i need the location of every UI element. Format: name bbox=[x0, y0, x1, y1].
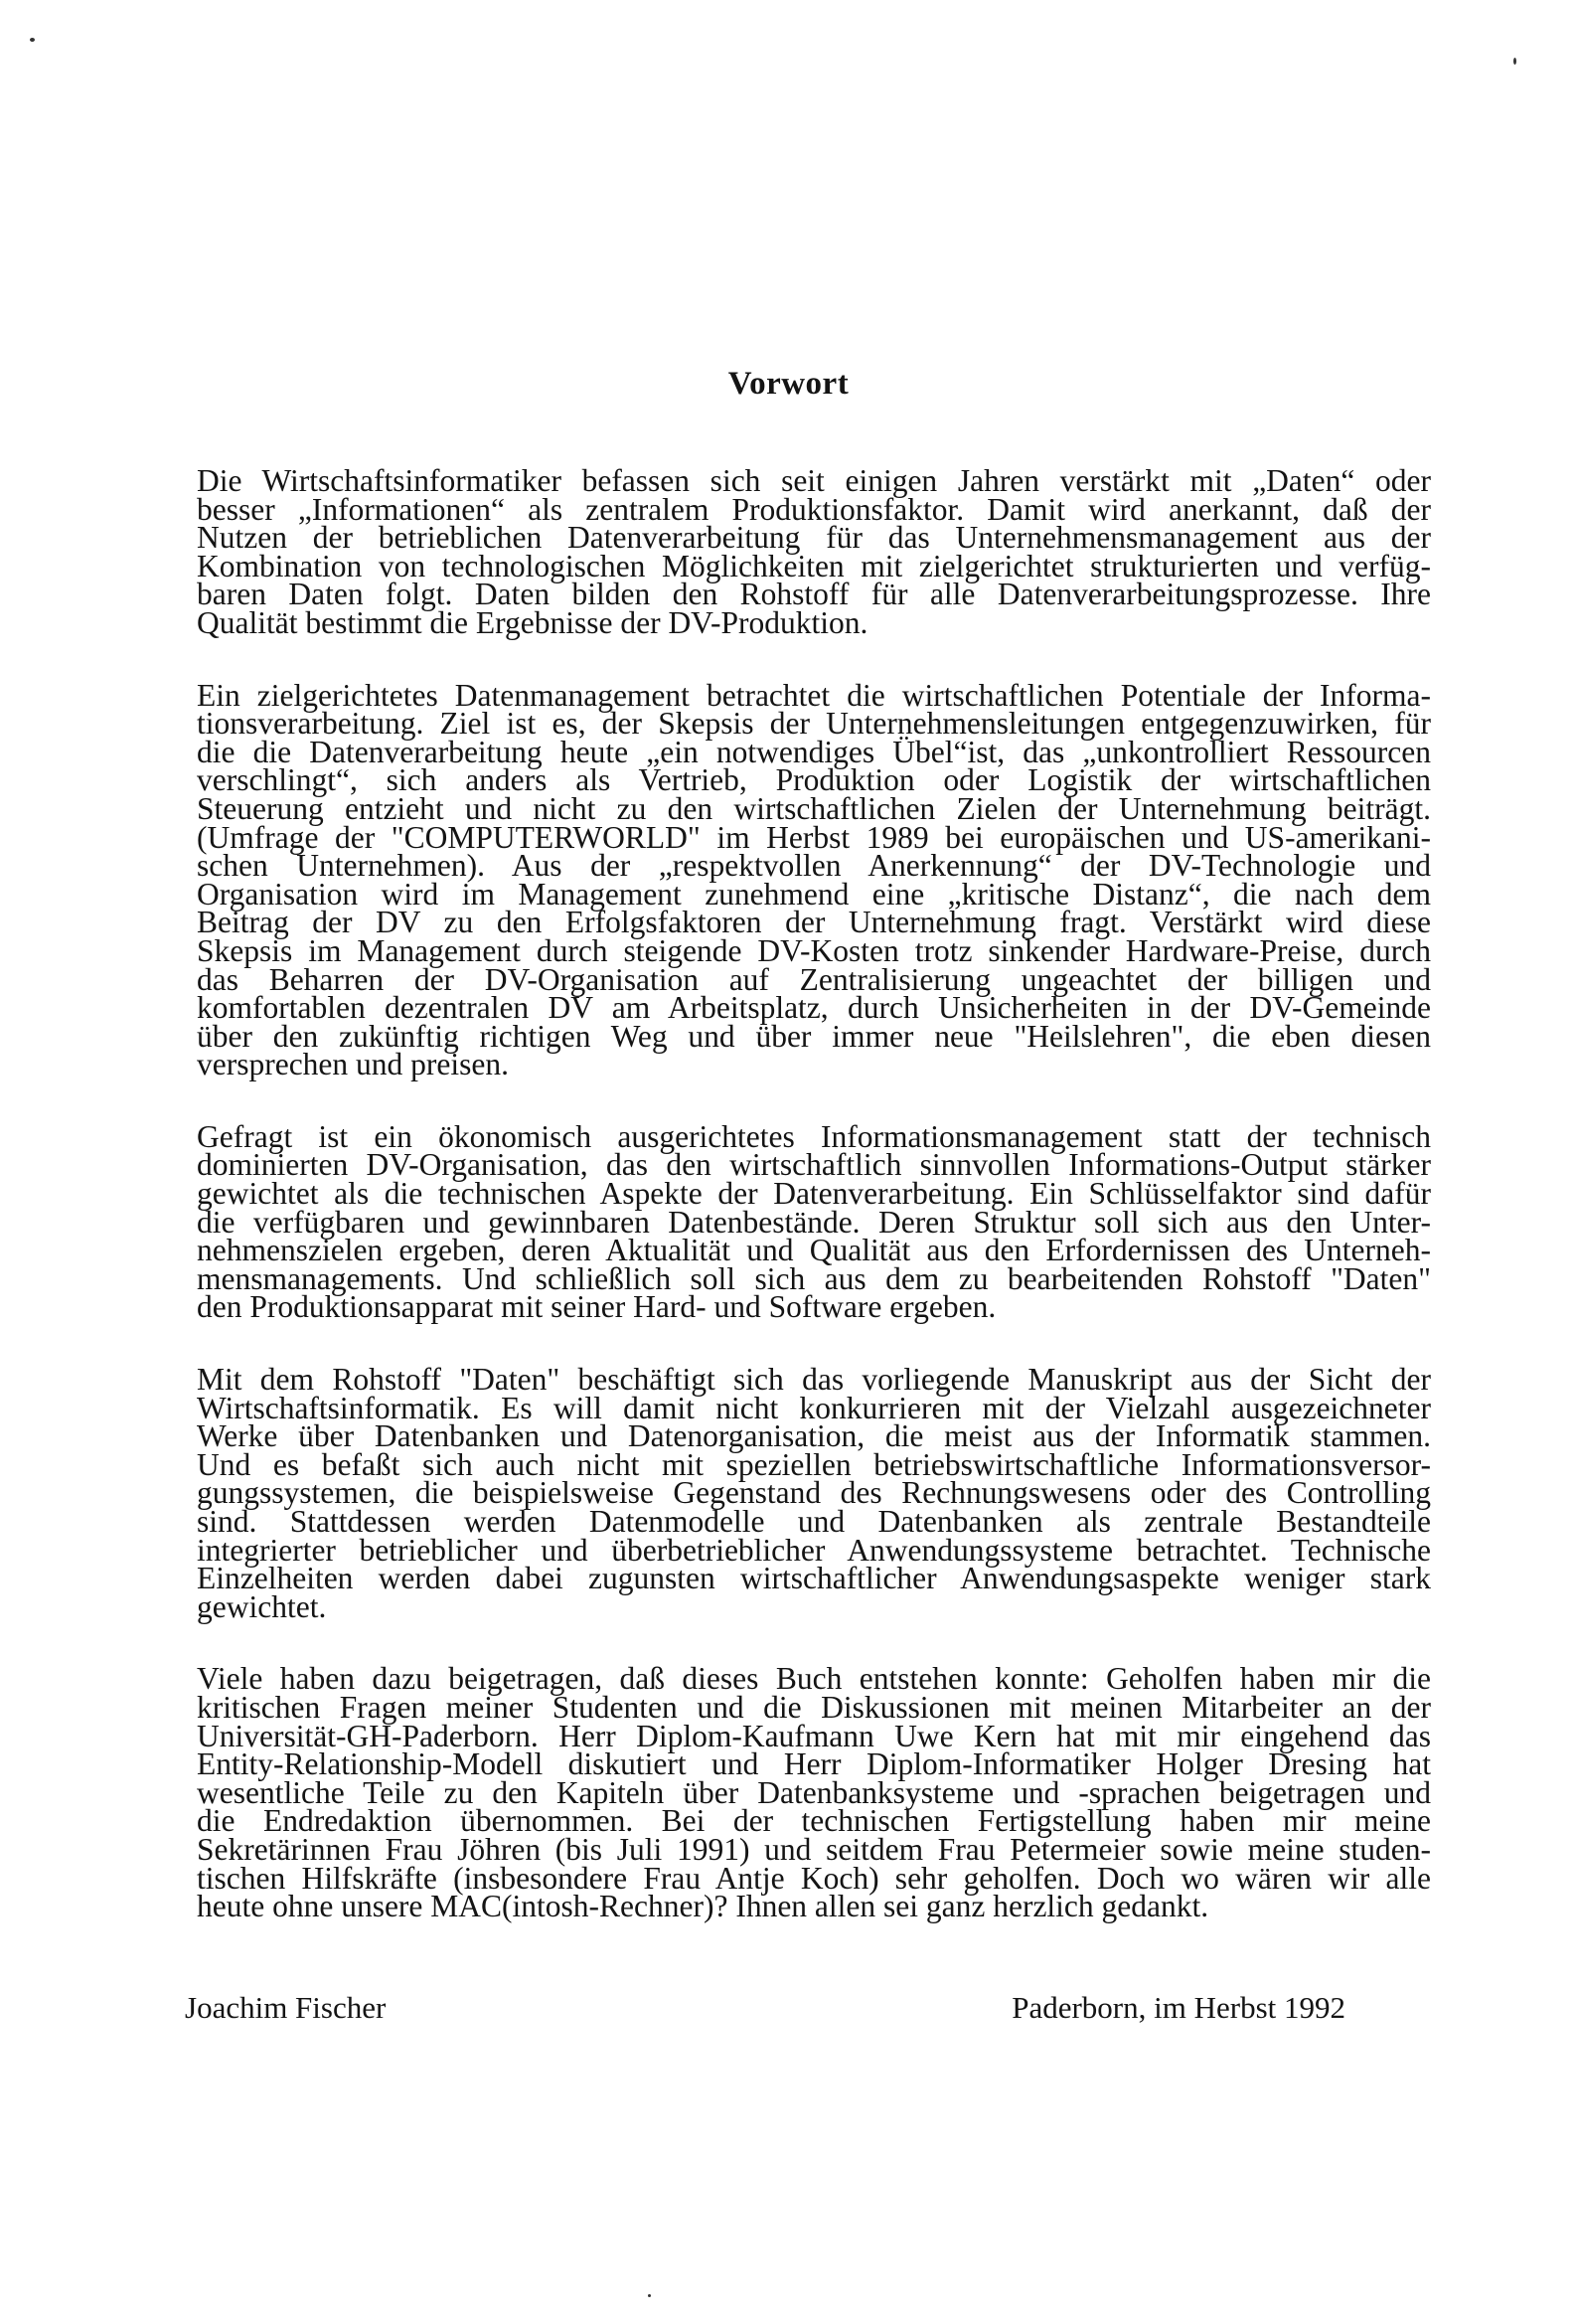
text-line: verschlingt“, sich anders als Vertrieb, Produktion oder Logistik der wirtschaftlichen bbox=[197, 762, 1431, 798]
text-line: tionsverarbeitung. Ziel ist es, der Skepsis der Unternehmensleitungen entgegenzuwirken, für bbox=[197, 706, 1431, 742]
text-line: wesentliche Teile zu den Kapiteln über Datenbanksysteme und -sprachen beigetragen und bbox=[197, 1774, 1431, 1810]
text-line: mensmanagements. Und schließlich soll sich aus dem zu bearbeitenden Rohstoff "Daten" bbox=[197, 1260, 1431, 1296]
text-line: Gefragt ist ein ökonomisch ausgerichtetes Informationsmanagement statt der technisch bbox=[197, 1118, 1431, 1154]
text-line: Mit dem Rohstoff "Daten" beschäftigt sich das vorliegende Manuskript aus der Sicht der bbox=[197, 1362, 1431, 1398]
author-name: Joachim Fischer bbox=[185, 1990, 387, 2025]
body-text bbox=[197, 463, 1431, 1965]
text-line: komfortablen dezentralen DV am Arbeitsplatz, durch Unsicherheiten in der DV-Gemeinde bbox=[197, 990, 1431, 1026]
text-line: Qualität bestimmt die Ergebnisse der DV-Produktion. bbox=[197, 604, 868, 640]
text-line: schen Unternehmen). Aus der „respektvollen Anerkennung“ der DV-Technologie und bbox=[197, 848, 1431, 884]
text-line: Entity-Relationship-Modell diskutiert und Herr Diplom-Informatiker Holger Dresing hat bbox=[197, 1746, 1431, 1782]
text-line: Universität-GH-Paderborn. Herr Diplom-Kaufmann Uwe Kern hat mit mir eingehend das bbox=[197, 1718, 1431, 1753]
text-line: Einzelheiten werden dabei zugunsten wirtschaftlicher Anwendungsaspekte weniger stark bbox=[197, 1561, 1431, 1596]
text-line: kritischen Fragen meiner Studenten und die Diskussionen mit meinen Mitarbeiter an der bbox=[197, 1689, 1431, 1725]
text-line: Und es befaßt sich auch nicht mit speziellen betriebswirtschaftliche Informationsversor- bbox=[197, 1446, 1431, 1482]
text-line: besser „Informationen“ als zentralem Produktionsfaktor. Damit wird anerkannt, daß der bbox=[197, 491, 1431, 527]
text-line: versprechen und preisen. bbox=[197, 1047, 510, 1082]
scan-speck bbox=[648, 2294, 651, 2297]
text-line: gewichtet als die technischen Aspekte der Datenverarbeitung. Ein Schlüsselfaktor sind dafür bbox=[197, 1176, 1431, 1212]
text-line: Ein zielgerichtetes Datenmanagement betrachtet die wirtschaftlichen Potentiale der Informa- bbox=[197, 677, 1431, 713]
text-line: Viele haben dazu beigetragen, daß dieses Buch entstehen konnte: Geholfen haben mir die bbox=[197, 1661, 1431, 1697]
text-line: Werke über Datenbanken und Datenorganisation, die meist aus der Informatik stammen. bbox=[197, 1418, 1431, 1454]
paragraph bbox=[197, 1661, 1431, 1924]
paragraph bbox=[197, 1362, 1431, 1624]
paragraph bbox=[197, 463, 1431, 640]
text-line: Sekretärinnen Frau Jöhren (bis Juli 1991) und seitdem Frau Petermeier sowie meine studen- bbox=[197, 1831, 1431, 1867]
place-date: Paderborn, im Herbst 1992 bbox=[1012, 1990, 1345, 2025]
text-line: Beitrag der DV zu den Erfolgsfaktoren der Unternehmung fragt. Verstärkt wird diese bbox=[197, 905, 1431, 940]
paragraph bbox=[197, 677, 1431, 1082]
text-line: baren Daten folgt. Daten bilden den Rohstoff für alle Datenverarbeitungsprozesse. Ihre bbox=[197, 577, 1431, 612]
text-line: dominierten DV-Organisation, das den wirtschaftlich sinnvollen Informations-Output stärker bbox=[197, 1147, 1431, 1183]
text-line: Skepsis im Management durch steigende DV-Kosten trotz sinkender Hardware-Preise, durch bbox=[197, 932, 1431, 968]
text-line: die Endredaktion übernommen. Bei der technischen Fertigstellung haben mir meine bbox=[197, 1803, 1431, 1839]
text-line: die die Datenverarbeitung heute „ein notwendiges Übel“ist, das „unkontrolliert Ressourcen bbox=[197, 734, 1431, 769]
text-line: Wirtschaftsinformatik. Es will damit nicht konkurrieren mit der Vielzahl ausgezeichneter bbox=[197, 1390, 1431, 1425]
text-line: nehmenszielen ergeben, deren Aktualität und Qualität aus den Erfordernissen des Unterneh- bbox=[197, 1233, 1431, 1268]
text-line: Organisation wird im Management zunehmend eine „kritische Distanz“, die nach dem bbox=[197, 876, 1431, 912]
text-line: gungssystemen, die beispielsweise Gegenstand des Rechnungswesens oder des Controlling bbox=[197, 1475, 1431, 1511]
text-line: sind. Stattdessen werden Datenmodelle und Datenbanken als zentrale Bestandteile bbox=[197, 1504, 1431, 1539]
signature-row bbox=[185, 1990, 1345, 2026]
text-line: Kombination von technologischen Möglichkeiten mit zielgerichtet strukturierten und verfüg- bbox=[197, 548, 1431, 583]
text-line: Die Wirtschaftsinformatiker befassen sich seit einigen Jahren verstärkt mit „Daten“ oder bbox=[197, 463, 1431, 498]
text-line: den Produktionsapparat mit seiner Hard- und Software ergeben. bbox=[197, 1289, 997, 1325]
page-title: Vorwort bbox=[727, 366, 850, 402]
scan-speck bbox=[1513, 58, 1516, 65]
text-line: Steuerung entzieht und nicht zu den wirtschaftlichen Zielen der Unternehmung beiträgt. bbox=[197, 790, 1431, 826]
paragraph bbox=[197, 1118, 1431, 1325]
text-line: heute ohne unsere MAC(intosh-Rechner)? Ihnen allen sei ganz herzlich gedankt. bbox=[197, 1889, 1209, 1924]
text-line: gewichtet. bbox=[197, 1588, 327, 1624]
text-line: über den zukünftig richtigen Weg und über immer neue "Heilslehren", die eben diesen bbox=[197, 1018, 1431, 1054]
text-line: integrierter betrieblicher und überbetrieblicher Anwendungssysteme betrachtet. Technische bbox=[197, 1532, 1431, 1568]
text-line: (Umfrage der "COMPUTERWORLD" im Herbst 1989 bei europäischen und US-amerikani- bbox=[197, 819, 1431, 855]
text-line: das Beharren der DV-Organisation auf Zentralisierung ungeachtet der billigen und bbox=[197, 961, 1431, 997]
scan-speck bbox=[30, 38, 35, 42]
text-line: die verfügbaren und gewinnbaren Datenbestände. Deren Struktur soll sich aus den Unter- bbox=[197, 1204, 1431, 1240]
text-line: tischen Hilfskräfte (insbesondere Frau Antje Koch) sehr geholfen. Doch wo wären wir alle bbox=[197, 1860, 1431, 1896]
text-line: Nutzen der betrieblichen Datenverarbeitung für das Unternehmensmanagement aus der bbox=[197, 520, 1431, 556]
